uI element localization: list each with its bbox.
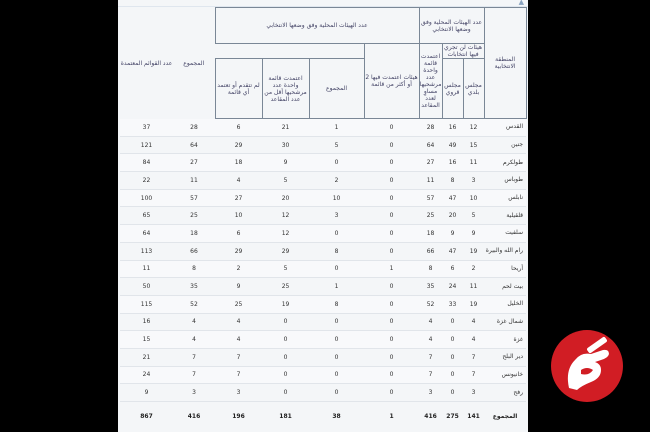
cell-village: 16	[442, 119, 463, 137]
cell-village: 9	[442, 225, 463, 243]
table-row	[120, 384, 526, 402]
cell-region: جنين	[484, 136, 526, 154]
cell-two-lists: 6	[215, 225, 262, 243]
cell-municipal: 3	[463, 172, 484, 190]
cell-region: بيت لحم	[484, 278, 526, 296]
document-viewer	[118, 0, 528, 432]
cell-single-list-less: 0	[364, 154, 419, 172]
cell-no-list: 0	[309, 225, 364, 243]
cell-village: 0	[442, 331, 463, 349]
cell-approved-lists: 37	[120, 119, 173, 137]
cell-lists-total: 25	[173, 207, 215, 225]
cell-village: 6	[442, 260, 463, 278]
cell-region: الخليل	[484, 295, 526, 313]
cell-total: 35	[419, 278, 442, 296]
cell-approved-lists: 84	[120, 154, 173, 172]
cell-two-lists: 4	[215, 331, 262, 349]
cell-no-list: 3	[309, 207, 364, 225]
table-row	[120, 331, 526, 349]
cell-municipal: 15	[463, 136, 484, 154]
cell-total: 7	[419, 366, 442, 384]
table-row	[120, 225, 526, 243]
cell-lists-total: 28	[173, 119, 215, 137]
cell-two-lists: 7	[215, 348, 262, 366]
cell-total: 7	[419, 348, 442, 366]
cell-municipal: 9	[463, 225, 484, 243]
totals-single-list-equal: 181	[262, 402, 309, 431]
cell-region: أريحا	[484, 260, 526, 278]
cell-region: غزة	[484, 331, 526, 349]
cell-municipal: 19	[463, 242, 484, 260]
cell-municipal: 12	[463, 119, 484, 137]
cell-two-lists: 18	[215, 154, 262, 172]
cell-total: 28	[419, 119, 442, 137]
table-row	[120, 207, 526, 225]
cell-single-list-equal: 20	[262, 189, 309, 207]
cell-village: 33	[442, 295, 463, 313]
header-approved-lists: عدد القوائم المعتمدة	[120, 59, 173, 67]
cell-single-list-equal: 21	[262, 119, 309, 137]
table-row	[120, 313, 526, 331]
cell-municipal: 7	[463, 366, 484, 384]
cell-single-list-less: 0	[364, 384, 419, 402]
cell-lists-total: 4	[173, 313, 215, 331]
cell-no-list: 0	[309, 260, 364, 278]
cell-total: 25	[419, 207, 442, 225]
cell-lists-total: 8	[173, 260, 215, 278]
table-row	[120, 242, 526, 260]
cell-single-list-equal: 5	[262, 172, 309, 190]
header-no-list: لم تتقدم أو تعتمد أي قائمة	[215, 59, 262, 119]
cell-region: رام الله والبيرة	[484, 242, 526, 260]
cell-approved-lists: 21	[120, 348, 173, 366]
cell-single-list-less: 0	[364, 313, 419, 331]
totals-no-list: 38	[309, 402, 364, 431]
cell-municipal: 5	[463, 207, 484, 225]
cell-two-lists: 2	[215, 260, 262, 278]
cell-village: 49	[442, 136, 463, 154]
totals-lists-total: 416	[173, 402, 215, 431]
table-row	[120, 136, 526, 154]
totals-approved-lists: 867	[120, 402, 173, 431]
cell-approved-lists: 115	[120, 295, 173, 313]
cell-no-list: 0	[309, 348, 364, 366]
cell-no-list: 2	[309, 172, 364, 190]
cell-lists-total: 18	[173, 225, 215, 243]
cell-total: 4	[419, 313, 442, 331]
cell-total: 57	[419, 189, 442, 207]
cell-single-list-less: 1	[364, 260, 419, 278]
table-row	[120, 189, 526, 207]
cell-two-lists: 27	[215, 189, 262, 207]
cell-region: خانيونس	[484, 366, 526, 384]
header-bodies-group: عدد الهيئات المحلية وفق وضعها الانتخابي	[419, 8, 484, 44]
cell-no-list: 0	[309, 331, 364, 349]
cell-lists-total: 64	[173, 136, 215, 154]
table-row	[120, 154, 526, 172]
cell-two-lists: 25	[215, 295, 262, 313]
cell-single-list-less: 0	[364, 136, 419, 154]
cell-single-list-less: 0	[364, 172, 419, 190]
table-row	[120, 260, 526, 278]
cell-municipal: 4	[463, 331, 484, 349]
cell-single-list-equal: 12	[262, 207, 309, 225]
cell-village: 47	[442, 242, 463, 260]
cell-total: 66	[419, 242, 442, 260]
header-two-lists: هيئات اعتمدت فيها 2 أو أكثر من قائمة	[364, 44, 419, 119]
cell-approved-lists: 11	[120, 260, 173, 278]
cell-approved-lists: 64	[120, 225, 173, 243]
cell-single-list-less: 0	[364, 366, 419, 384]
cell-single-list-equal: 25	[262, 278, 309, 296]
cell-single-list-less: 0	[364, 242, 419, 260]
cell-single-list-equal: 0	[262, 384, 309, 402]
cell-village: 0	[442, 366, 463, 384]
cell-total: 11	[419, 172, 442, 190]
cell-single-list-less: 0	[364, 189, 419, 207]
table-row	[120, 366, 526, 384]
cell-no-list: 0	[309, 313, 364, 331]
header-no-elections-group: هيئات لن تجري فيها انتخابات	[444, 44, 483, 58]
cell-region: شمال غزة	[484, 313, 526, 331]
cell-region: طوباس	[484, 172, 526, 190]
cell-total: 18	[419, 225, 442, 243]
cell-lists-total: 66	[173, 242, 215, 260]
cell-single-list-equal: 0	[262, 366, 309, 384]
cell-approved-lists: 24	[120, 366, 173, 384]
cell-total: 8	[419, 260, 442, 278]
cell-two-lists: 29	[215, 242, 262, 260]
cell-two-lists: 7	[215, 366, 262, 384]
cell-approved-lists: 22	[120, 172, 173, 190]
cell-single-list-equal: 29	[262, 242, 309, 260]
cell-single-list-less: 0	[364, 225, 419, 243]
cell-village: 8	[442, 172, 463, 190]
cell-village: 0	[442, 384, 463, 402]
cell-single-list-less: 0	[364, 119, 419, 137]
cell-village: 20	[442, 207, 463, 225]
cell-village: 0	[442, 313, 463, 331]
table-row	[120, 172, 526, 190]
cell-two-lists: 10	[215, 207, 262, 225]
cell-no-list: 8	[309, 295, 364, 313]
cell-single-list-equal: 19	[262, 295, 309, 313]
cell-approved-lists: 16	[120, 313, 173, 331]
totals-municipal: 141	[463, 402, 484, 431]
header-lists-total: المجموع	[183, 59, 205, 67]
cell-lists-total: 7	[173, 366, 215, 384]
header-single-list-less: اعتمدت قائمة واحدة عدد مرشحيها أقل من عدد المقاعد	[262, 59, 309, 119]
cell-single-list-less: 0	[364, 331, 419, 349]
cell-municipal: 11	[463, 154, 484, 172]
cell-single-list-less: 0	[364, 295, 419, 313]
cell-region: القدس	[484, 119, 526, 137]
cell-two-lists: 4	[215, 172, 262, 190]
totals-two-lists: 196	[215, 402, 262, 431]
cell-region: سلفيت	[484, 225, 526, 243]
cell-no-list: 0	[309, 366, 364, 384]
cell-region: نابلس	[484, 189, 526, 207]
top-bar	[118, 0, 528, 7]
header-status-group: عدد الهيئات المحلية وفق وضعها الانتخابي	[215, 8, 419, 44]
election-statistics-table	[120, 7, 527, 430]
header-total: المجموع	[309, 59, 364, 119]
totals-single-list-less: 1	[364, 402, 419, 431]
cell-two-lists: 29	[215, 136, 262, 154]
cell-total: 52	[419, 295, 442, 313]
cell-municipal: 3	[463, 384, 484, 402]
totals-row	[120, 402, 526, 431]
cell-no-list: 5	[309, 136, 364, 154]
cell-no-list: 1	[309, 119, 364, 137]
cell-approved-lists: 15	[120, 331, 173, 349]
cell-municipal: 10	[463, 189, 484, 207]
cell-approved-lists: 65	[120, 207, 173, 225]
cell-approved-lists: 9	[120, 384, 173, 402]
cell-municipal: 19	[463, 295, 484, 313]
cell-single-list-equal: 12	[262, 225, 309, 243]
cell-lists-total: 3	[173, 384, 215, 402]
cell-single-list-less: 0	[364, 207, 419, 225]
cell-total: 3	[419, 384, 442, 402]
cell-village: 0	[442, 348, 463, 366]
cell-approved-lists: 100	[120, 189, 173, 207]
cell-municipal: 11	[463, 278, 484, 296]
cell-lists-total: 4	[173, 331, 215, 349]
cell-lists-total: 57	[173, 189, 215, 207]
cell-total: 4	[419, 331, 442, 349]
cell-municipal: 2	[463, 260, 484, 278]
cell-single-list-equal: 0	[262, 348, 309, 366]
table-row	[120, 119, 526, 137]
cell-single-list-equal: 30	[262, 136, 309, 154]
hand-with-pen-logo-icon	[551, 330, 623, 402]
cell-single-list-equal: 9	[262, 154, 309, 172]
cell-approved-lists: 50	[120, 278, 173, 296]
cell-single-list-equal: 5	[262, 260, 309, 278]
cell-two-lists: 6	[215, 119, 262, 137]
cell-approved-lists: 113	[120, 242, 173, 260]
cell-no-list: 0	[309, 154, 364, 172]
cell-village: 47	[442, 189, 463, 207]
cell-region: دير البلح	[484, 348, 526, 366]
chevron-up-icon[interactable]: ▲	[518, 0, 524, 6]
cell-no-list: 8	[309, 242, 364, 260]
cell-single-list-less: 0	[364, 278, 419, 296]
header-municipal: مجلس بلدي	[463, 59, 484, 119]
cell-village: 24	[442, 278, 463, 296]
cell-single-list-equal: 0	[262, 313, 309, 331]
cell-no-list: 0	[309, 384, 364, 402]
cell-single-list-less: 0	[364, 348, 419, 366]
header-single-list-equal: اعتمدت قائمة واحدة عدد مرشحيها مساوٍ لعدد المقاعد	[419, 44, 442, 119]
cell-lists-total: 27	[173, 154, 215, 172]
totals-label: المجموع	[484, 402, 526, 431]
totals-total: 416	[419, 402, 442, 431]
cell-lists-total: 52	[173, 295, 215, 313]
cell-village: 16	[442, 154, 463, 172]
header-region: المنطقة الانتخابية	[484, 8, 526, 119]
cell-lists-total: 35	[173, 278, 215, 296]
cell-two-lists: 3	[215, 384, 262, 402]
cell-single-list-equal: 0	[262, 331, 309, 349]
cell-lists-total: 11	[173, 172, 215, 190]
totals-village: 275	[442, 402, 463, 431]
cell-municipal: 4	[463, 313, 484, 331]
table-row	[120, 295, 526, 313]
cell-total: 27	[419, 154, 442, 172]
table-body	[120, 119, 526, 402]
cell-two-lists: 9	[215, 278, 262, 296]
cell-lists-total: 7	[173, 348, 215, 366]
cell-no-list: 1	[309, 278, 364, 296]
cell-total: 64	[419, 136, 442, 154]
cell-two-lists: 4	[215, 313, 262, 331]
table-row	[120, 278, 526, 296]
cell-no-list: 10	[309, 189, 364, 207]
cell-municipal: 7	[463, 348, 484, 366]
cell-region: رفح	[484, 384, 526, 402]
cell-region: طولكرم	[484, 154, 526, 172]
header-village: مجلس قروي	[442, 59, 463, 119]
table-row	[120, 348, 526, 366]
cell-region: قلقيلية	[484, 207, 526, 225]
cell-approved-lists: 121	[120, 136, 173, 154]
